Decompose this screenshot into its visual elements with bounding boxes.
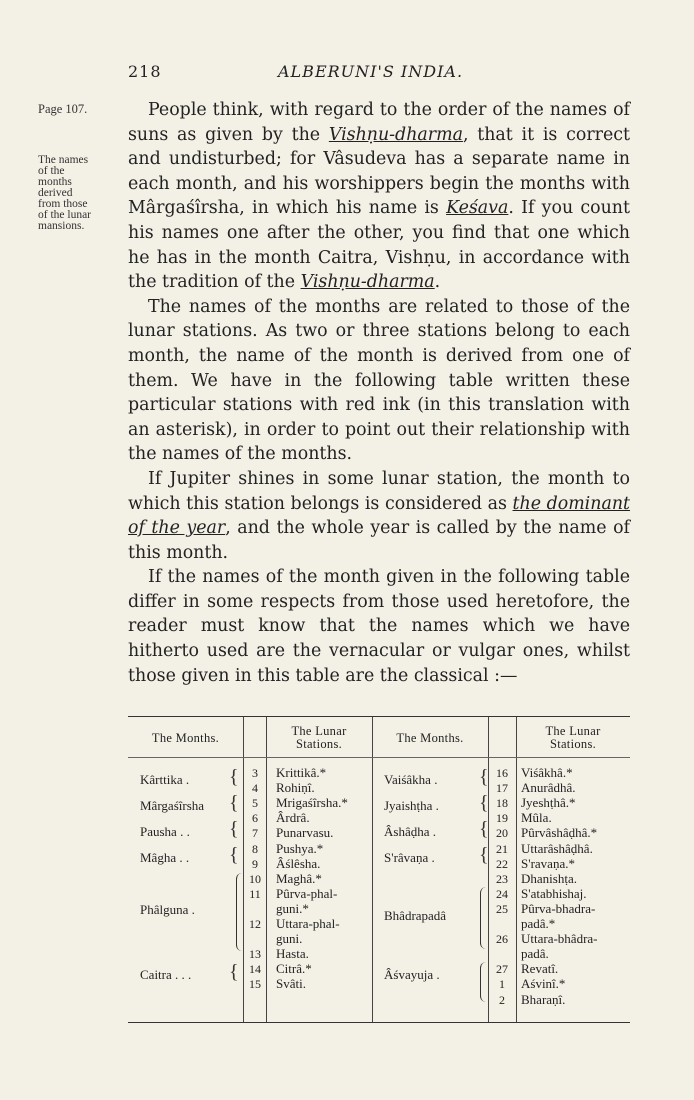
station-number: 19 [496,811,508,826]
brace-icon [480,887,487,949]
brace-icon: { [479,792,489,814]
station-number: 4 [252,781,258,796]
station-name: Krittikâ.* [276,765,327,780]
station-number: 9 [252,856,258,871]
station-number: 15 [249,977,261,992]
text-run: , that it is correct and undisturbed; for Vâsudeva has a separate name in each month, and his worshippers begin the months with Mârgaśîrsha, in which his name is [128,124,630,219]
station-name: Citrâ.* [276,961,312,977]
brace-icon [236,873,243,951]
text-run: . If you count his names one after the other, you find that one which he has in the month Caitra, Vishṇu, in accordance with the tradition of the [128,198,630,293]
month-name: Mâgha . . [140,850,190,865]
station-name: Viśâkhâ.* [521,765,573,780]
paragraph-1 [128,98,630,295]
station-number: 14 [249,962,261,977]
header-stations-left [266,725,372,751]
station-name: S'atabhishaj. [521,885,587,901]
station-number: 3 [252,766,258,780]
margin-note-line: from those [38,198,88,210]
months-stations-table [128,716,630,1023]
station-name: Anurâdhâ. [521,780,576,796]
header-line: The Lunar [291,724,347,738]
brace-icon: { [479,818,489,840]
month-name: Âshâḍha . [384,824,436,839]
station-number: 1 [499,977,505,992]
margin-note [38,155,120,232]
station-name: Uttara-bhâdra- [521,931,598,947]
station-name: Punarvasu. [276,825,334,841]
header-stations-right [516,725,630,751]
station-number: 8 [252,841,258,856]
column-divider [266,717,267,1022]
header-line: Stations. [295,737,343,751]
station-number: 7 [252,826,258,841]
station-number: 20 [496,826,508,841]
station-name: Aśvinî.* [521,976,566,992]
station-name: Svâti. [276,976,306,992]
paragraph-2: The names of the months are related to those of the lunar stations. As two or three stations belong to each month, the name of the month is derived from one of them. We have in the following table written these particular stations with red ink (in this translation with an asterisk), in order to point out their relationship with the names of the months. [128,296,630,465]
month-name: S'râvaṇa . [384,850,435,865]
brace-icon: { [229,844,239,866]
station-name: Jyeshṭhâ.* [521,795,576,811]
margin-note-line: of the [38,165,65,177]
station-name: Ârdrâ. [276,810,310,826]
paragraph-4: If the names of the month given in the following table differ in some respects from those used heretofore, the reader must know that the names which we have hitherto used are the vernacular or vulgar ones, whilst those given in this table are the classical :— [128,567,630,686]
header-line: The Lunar [545,724,601,738]
station-name: S'ravaṇa.* [521,855,575,871]
station-name: Dhanishṭa. [521,870,577,886]
page-number: 218 [128,62,162,81]
margin-note-line: mansions. [38,220,85,232]
station-number: 26 [496,932,508,947]
station-name: Uttara-phal- [276,916,340,931]
column-divider [516,717,517,1022]
station-number: 27 [496,962,508,977]
text-run: People think, with regard to the order of the names of suns as given by the [128,100,630,145]
margin-note-line: months [38,176,72,188]
station-name: Pushya.* [276,840,324,856]
station-number: 18 [496,796,508,811]
station-name: Maghâ.* [276,870,322,886]
station-number: 6 [252,811,258,826]
margin-note-line: derived [38,187,73,199]
station-name: Rohiṇî. [276,780,315,796]
month-name: Âśvayuja . [384,967,440,982]
column-divider [488,717,489,1022]
text-run: , and the whole year is called by the name of this month. [128,518,630,563]
station-name: guni.* [276,900,309,916]
month-name: Kârttika . [140,772,190,787]
month-name: Jyaishṭha . [384,798,439,813]
station-name: Pûrva-phal- [276,885,338,901]
station-name: padâ. [521,946,549,962]
header-months-left: The Months. [151,731,220,745]
brace-icon [480,962,487,1002]
station-number: 24 [496,886,508,901]
station-name: Uttarâshâḍhâ. [521,840,593,856]
station-name: padâ.* [521,916,556,931]
title-vishnu-dharma: Vishṇu-dharma [328,124,463,145]
station-name: Pûrvâshâḍhâ.* [521,825,598,841]
station-number: 25 [496,901,508,916]
text-run: If Jupiter shines in some lunar station, the month to which this station belongs is considered as [128,468,630,514]
brace-icon: { [479,766,489,788]
station-name: Revatî. [521,961,559,977]
station-name: Hasta. [276,946,309,962]
month-name: Caitra . . . [140,967,192,982]
station-number: 23 [496,871,508,886]
margin-page-reference: Page 107. [38,102,88,116]
title-vishnu-dharma: Vishṇu-dharma [300,272,435,293]
station-number: 11 [249,886,261,901]
header-line: Stations. [549,737,597,751]
month-name: Pausha . . [140,824,190,839]
month-name: Bhâdrapadâ [384,908,447,923]
paragraph-3 [128,467,630,565]
station-number: 2 [499,992,505,1007]
margin-note-line: The names [38,154,89,166]
station-number: 16 [496,766,508,780]
brace-icon: { [229,766,239,788]
station-number: 21 [496,841,508,856]
header-rule [128,757,630,758]
running-title: ALBERUNI'S INDIA. [278,62,464,81]
station-number: 17 [496,781,508,796]
station-name: Pûrva-bhadra- [521,900,596,916]
month-name: Vaiśâkha . [384,772,438,787]
station-name: guni. [276,931,303,947]
header-months-right: The Months. [396,731,464,745]
station-number: 22 [496,856,508,871]
station-name: Âślêsha. [276,855,321,871]
station-number: 12 [249,917,261,931]
station-name: Mrigaśîrsha.* [276,795,348,811]
column-divider [243,717,244,1022]
column-divider [372,717,373,1022]
brace-icon: { [229,792,239,814]
station-name: Mûla. [521,810,552,826]
brace-icon: { [229,818,239,840]
month-name: Phâlguna . [140,902,195,917]
body-text [128,98,630,688]
station-number: 10 [249,871,261,886]
month-name: Mârgaśîrsha [140,798,205,813]
brace-icon: { [479,844,489,866]
brace-icon: { [229,961,239,983]
station-name: Bharaṇî. [521,991,566,1007]
name-kesava: Keśava [446,198,509,219]
text-run: . [434,272,441,293]
station-number: 13 [249,947,261,962]
station-number: 5 [252,796,258,811]
emphasis-dominant: the dominant of the year [128,493,631,539]
margin-note-line: of the lunar [38,209,92,221]
